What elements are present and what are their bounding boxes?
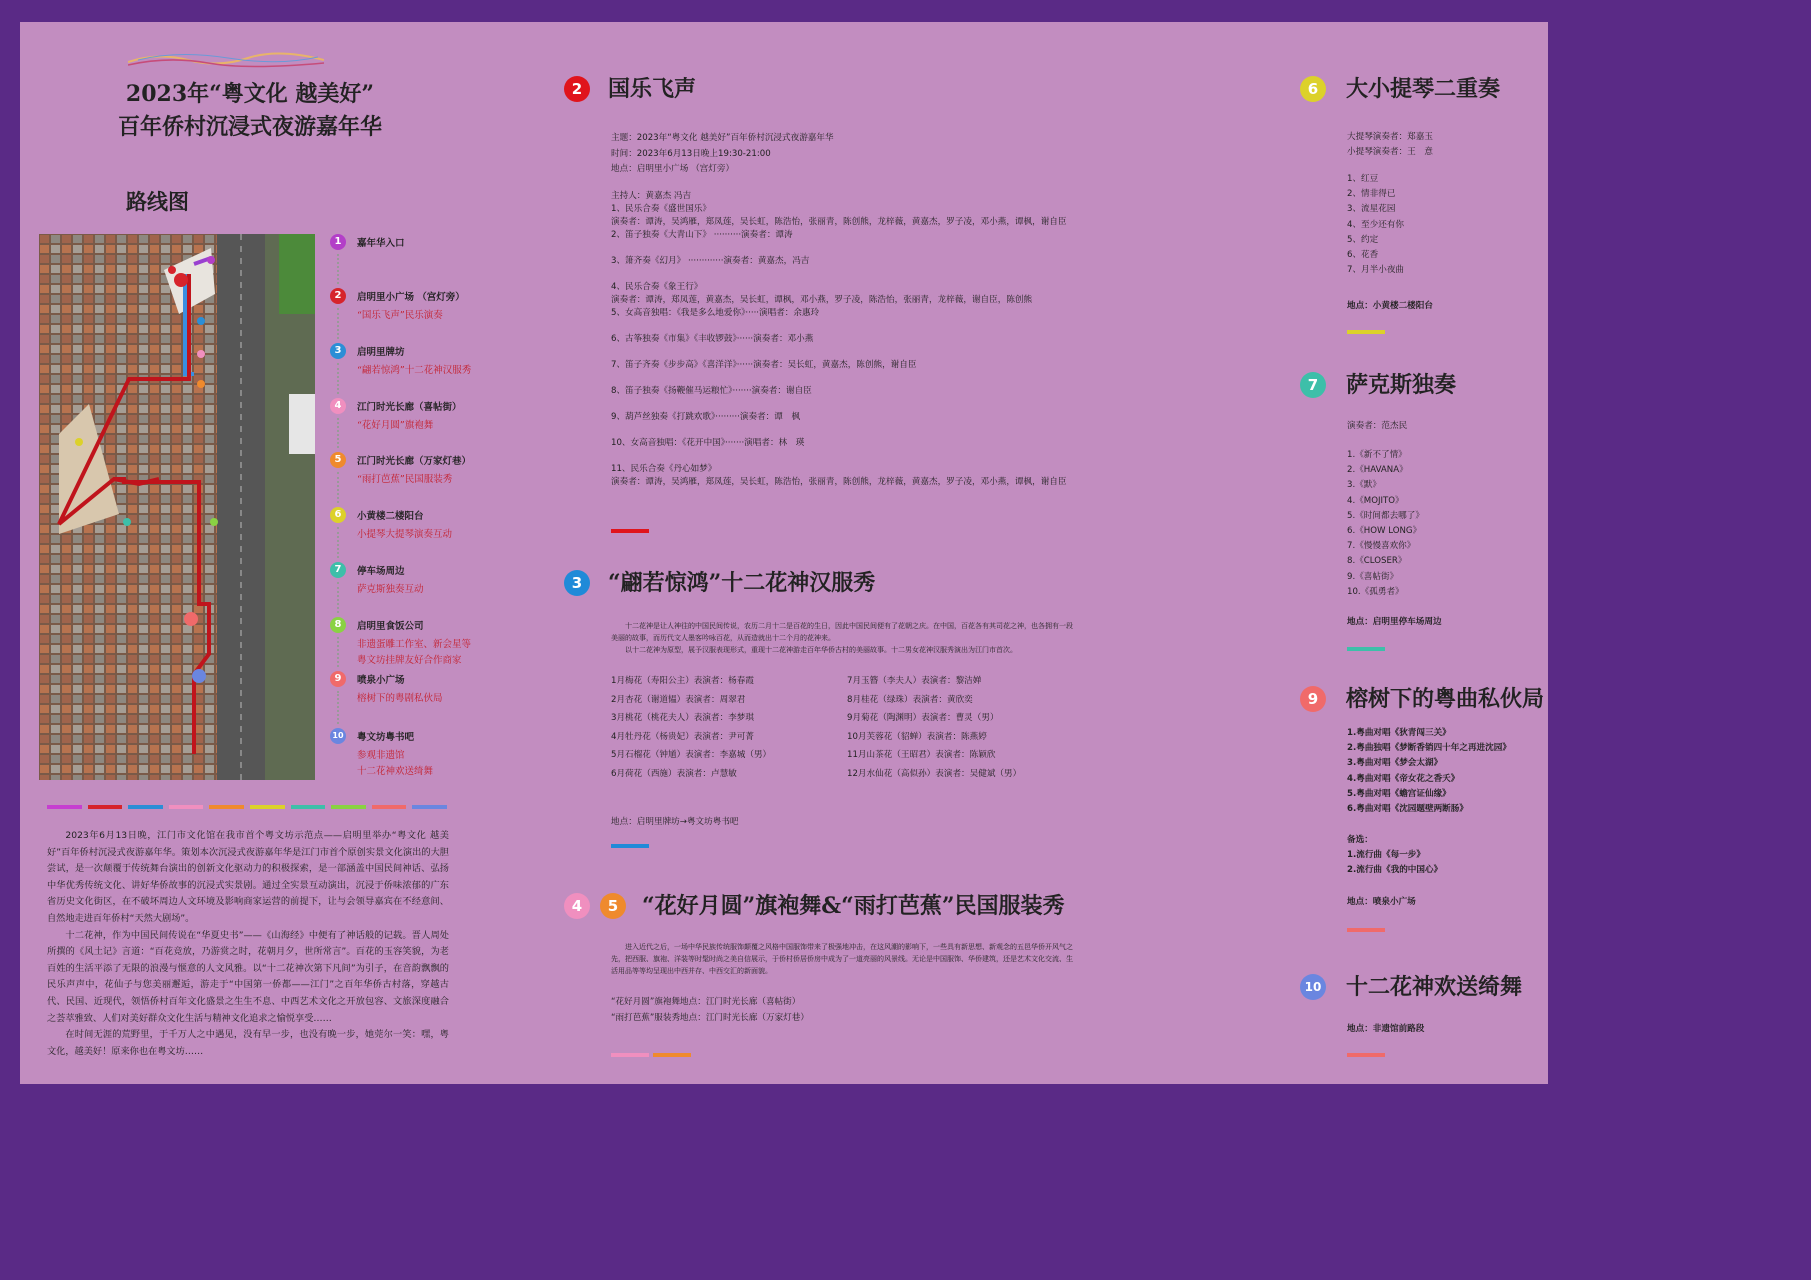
flower-god-entry: 11月山茶花（王昭君）表演者：陈颖欣	[847, 750, 996, 761]
stop-number-badge: 7	[330, 562, 346, 578]
sec10-place: 地点：非遗馆前路段	[1347, 1024, 1425, 1034]
section-number-badge: 2	[564, 76, 590, 102]
color-bar-segment	[291, 805, 326, 809]
route-connector	[337, 254, 339, 284]
flower-god-entry: 5月石榴花（钟馗）表演者：李嘉城（男）	[611, 750, 772, 761]
aerial-route-map	[39, 234, 315, 780]
song-item: 7.《慢慢喜欢你》	[1347, 541, 1416, 552]
sec2-host: 主持人：黄嘉杰 冯吉	[611, 191, 692, 201]
sec9-place: 地点：喷泉小广场	[1347, 897, 1416, 907]
wave-ornament	[128, 48, 324, 70]
flower-god-entry: 1月梅花（寿阳公主）表演者：杨春霞	[611, 676, 754, 686]
section-title: 萨克斯独奏	[1346, 372, 1457, 398]
flower-god-entry: 12月水仙花（高似孙）表演者：吴健斌（男）	[847, 769, 1022, 779]
route-connector	[337, 527, 339, 558]
section-title: 国乐飞声	[608, 76, 697, 102]
stop-activity: “翩若惊鸿”十二花神汉服秀	[357, 365, 472, 376]
route-connector	[337, 637, 339, 667]
program-item-title: 10、女高音独唱：《花开中国》·······演唱者：林 瑛	[611, 438, 805, 448]
sec7-place: 地点：启明里停车场周边	[1347, 617, 1442, 627]
program-item-title: 9、葫芦丝独奏《打跳欢歌》·········演奏者：谭 枫	[611, 412, 801, 422]
section-number-badge: 7	[1300, 372, 1326, 398]
stop-activity: 非遗蛋雕工作室、新会星等	[357, 639, 472, 650]
stop-activity: 榕树下的粤剧私伙局	[357, 693, 443, 704]
song-item: 2.粤曲独唱《梦断香销四十年之再进沈园》	[1347, 743, 1511, 754]
flower-god-entry: 8月桂花（绿珠）表演者：黄欣奕	[847, 694, 973, 705]
program-item-title: 2、笛子独奏《大青山下》 ··········演奏者：谭涛	[611, 230, 793, 240]
route-connector	[337, 308, 339, 339]
song-item: 1.粤曲对唱《狄青闯三关》	[1347, 728, 1451, 738]
sec9-backup-label: 备选：	[1347, 835, 1373, 845]
route-connector	[337, 418, 339, 448]
stop-activity: “雨打芭蕉”民国服装秀	[357, 474, 453, 485]
stop-activity: 小提琴大提琴演奏互动	[357, 529, 453, 540]
intro-text	[47, 828, 449, 1060]
sec3-desc-line-3: 以十二花神为原型，展予汉服表现形式，重现十二花神游走百年华侨古村的美丽故事。十二男女花神汉服秀演出为江门市首次。	[625, 646, 1017, 654]
stop-name: 停车场周边	[357, 566, 405, 577]
song-item: 3.粤曲对唱《梦会太湖》	[1347, 758, 1443, 769]
song-item: 1、红豆	[1347, 174, 1379, 184]
flower-god-entry: 7月玉簪（李夫人）表演者：黎洁婵	[847, 676, 982, 686]
sec3-description	[611, 620, 1073, 656]
intro-paragraph-3: 在时间无涯的荒野里，于千万人之中遇见，没有早一步，也没有晚一步，她莞尔一笑：嘿，粤文化，越美好！原来你也在粤文坊……	[47, 1029, 449, 1057]
program-item-title: 7、笛子齐奏《步步高》《喜洋洋》······演奏者：吴长虹，黄嘉杰，陈创熊，谢自臣	[611, 360, 917, 370]
song-item: 4.《MOJITO》	[1347, 495, 1404, 506]
color-bar-segment	[47, 805, 82, 809]
song-item: 8.《CLOSER》	[1347, 556, 1407, 567]
song-item: 5.《时间都去哪了》	[1347, 510, 1424, 521]
flower-god-entry: 3月桃花（桃花夫人）表演者：李梦琪	[611, 713, 754, 724]
stop-activity: 参观非遗馆	[357, 750, 405, 761]
song-item: 3.《默》	[1347, 480, 1381, 491]
sec6-performer-1: 大提琴演奏者：郑嘉玉	[1347, 132, 1433, 142]
flower-god-entry: 9月菊花（陶渊明）表演者：曹灵（男）	[847, 713, 999, 724]
color-bar-segment	[128, 805, 163, 809]
route-connector	[337, 582, 339, 613]
program-item-performers: 演奏者：谭涛，吴鸿雁，郑凤莲，吴长虹，陈浩怡，张丽青，陈创熊，龙梓薇，黄嘉杰，罗子凌，邓小燕，谭枫，谢自臣	[611, 477, 1067, 487]
sec9-song-list	[1347, 726, 1511, 817]
song-item: 5.粤曲对唱《蟾宫证仙缘》	[1347, 788, 1451, 799]
page-title	[90, 78, 410, 144]
song-item: 2.《HAVANA》	[1347, 465, 1408, 476]
song-item: 5、约定	[1347, 234, 1379, 245]
stop-number-badge: 5	[330, 452, 346, 468]
color-bar-segment	[331, 805, 366, 809]
song-item: 2.流行曲《我的中国心》	[1347, 865, 1443, 876]
flower-god-entry: 6月荷花（西施）表演者：卢慧敏	[611, 769, 737, 779]
route-connector	[337, 472, 339, 503]
intro-paragraph-2: 十二花神，作为中国民间传说在“华夏史书”——《山海经》中便有了神话般的记载。晋人周处所撰的《风土记》言道：“百花竞放，乃游赏之时，花朝月夕，世所常言”。百花的玉容笑貌，为老百姓的生活平添了无限的浪漫与惬意的人文风雅。以“十二花神次第下凡间”为引子，在音韵飘飘的民乐声声中，花仙子与您美丽邂逅，游走于“中国第一侨都——江门”之百年华侨古村落，穿越古代、民国、近现代，领悟侨村百年文化盛景之生生不息、中西艺术文化之开放包容、文旅深度融合之荟萃雅致、人们对美好群众文化生活与精神文化追求之愉悦享受……	[47, 929, 449, 1024]
stop-activity: 粤文坊挂牌友好合作商家	[357, 655, 462, 666]
program-item-title: 11、民乐合奏《丹心如梦》	[611, 464, 717, 474]
song-item: 1.《新不了情》	[1347, 450, 1407, 460]
song-item: 10.《孤勇者》	[1347, 586, 1404, 597]
stop-name: 小黄楼二楼阳台	[357, 511, 424, 522]
stop-number-badge: 2	[330, 288, 346, 304]
sec10-accent-line	[1347, 1053, 1385, 1057]
map-image	[39, 234, 315, 780]
stop-number-badge: 10	[330, 728, 346, 744]
song-item: 1.流行曲《每一步》	[1347, 850, 1425, 860]
sec5-accent-line	[653, 1053, 691, 1057]
stop-name: 启明里小广场 （宫灯旁）	[357, 292, 465, 303]
sec2-meta-theme: 主题：2023年“粤文化 越美好”百年侨村沉浸式夜游嘉年华	[611, 133, 834, 143]
intro-paragraph-1: 2023年6月13日晚，江门市文化馆在我市首个粤文坊示范点——启明里举办“粤文化 越美好”百年侨村沉浸式夜游嘉年华。策划本次沉浸式夜游嘉年华是江门市首个原创实景文化演出的大胆尝试，是一次颠覆于传统舞台演出的创新文化驱动力的积极探索，是一部涵盖中国民间神话、弘扬中华优秀传统文化、讲好华侨故事的沉浸式实景剧。通过全实景互动演出，沉浸于侨味浓郁的广东省历史文化街区，在不破坏周边人文环境及影响商家运营的前提下，让与会领导嘉宾在不经意间、自然地走进百年侨村“天然大剧场”。	[47, 830, 449, 924]
stop-activity: “国乐飞声”民乐演奏	[357, 310, 443, 321]
section-number-badge: 6	[1300, 76, 1326, 102]
section-title: “花好月圆”旗袍舞&“雨打芭蕉”民国服装秀	[642, 893, 1065, 919]
title-line-2: 百年侨村沉浸式夜游嘉年华	[117, 114, 382, 140]
section-number-badge-5: 5	[600, 893, 626, 919]
sec9-accent-line	[1347, 928, 1385, 932]
song-item: 6.粤曲对唱《沈园题壁两断肠》	[1347, 804, 1468, 815]
sec3-desc-line-1: 十二花神是让人神往的中国民间传说，农历二月十二是百花的生日，因此中国民间便有了花朝之庆。在中国，百花各有其司花之神，也各拥有一段	[625, 622, 1073, 630]
program-item-title: 8、笛子独奏《扬鞭催马运粮忙》·······演奏者：谢自臣	[611, 386, 812, 396]
sec6-accent-line	[1347, 330, 1385, 334]
flower-god-entry: 4月牡丹花（杨贵妃）表演者：尹可菁	[611, 731, 754, 742]
section-number-badge: 10	[1300, 974, 1326, 1000]
flower-god-entry: 10月芙蓉花（貂蝉）表演者：陈燕婷	[847, 731, 987, 742]
song-item: 9.《喜帖街》	[1347, 571, 1399, 582]
song-item: 7、月半小夜曲	[1347, 265, 1405, 276]
color-bar-segment	[88, 805, 123, 809]
stop-number-badge: 9	[330, 671, 346, 687]
song-item: 4、至少还有你	[1347, 219, 1405, 230]
program-item-title: 5、女高音独唱：《我是多么地爱你》·····演唱者：余惠玲	[611, 308, 820, 318]
sec45-desc-line-3: 活用品等等均呈现出中西并存、中西交汇的新面貌。	[611, 967, 772, 975]
song-item: 3、流星花园	[1347, 204, 1396, 215]
route-map-title: 路线图	[126, 189, 189, 214]
sec7-song-list	[1347, 448, 1424, 600]
stop-name: 江门时光长廊（喜帖街）	[357, 402, 462, 413]
title-line-1: 2023年“粤文化 越美好”	[125, 81, 375, 107]
sec3-place: 地点：启明里牌坊→粤文坊粤书吧	[611, 817, 739, 827]
color-bar-segment	[209, 805, 244, 809]
stop-number-badge: 1	[330, 234, 346, 250]
sec6-performers	[1347, 131, 1433, 159]
sec6-place: 地点：小黄楼二楼阳台	[1347, 301, 1433, 311]
section-number-badge: 9	[1300, 686, 1326, 712]
stop-name: 嘉年华入口	[357, 238, 405, 249]
song-item: 6.《HOW LONG》	[1347, 526, 1422, 537]
sec7-performer: 演奏者：范杰民	[1347, 421, 1408, 431]
program-item-performers: 演奏者：谭涛，吴鸿雁，郑凤莲，吴长虹，陈浩怡，张丽青，陈创熊，龙梓薇，黄嘉杰，罗子凌，邓小燕，谭枫，谢自臣	[611, 217, 1067, 227]
song-item: 6、花香	[1347, 250, 1379, 261]
section-title: 十二花神欢送绮舞	[1346, 974, 1523, 1000]
sec6-performer-2: 小提琴演奏者：王 意	[1347, 147, 1433, 157]
stop-number-badge: 3	[330, 343, 346, 359]
stop-name: 粤文坊粤书吧	[357, 732, 415, 743]
section-title: 榕树下的粤曲私伙局	[1346, 686, 1545, 712]
stop-number-badge: 8	[330, 617, 346, 633]
sec2-meta-place: 地点：启明里小广场 （宫灯旁）	[611, 164, 735, 174]
program-item-performers: 演奏者：谭涛，郑凤莲，黄嘉杰，吴长虹，谭枫，邓小燕，罗子凌，陈浩怡，张丽青，龙梓薇，谢自臣，陈创熊	[611, 295, 1033, 305]
stop-number-badge: 4	[330, 398, 346, 414]
flower-god-entry: 2月杏花（谢道韫）表演者：周翠君	[611, 694, 746, 705]
color-bar-segment	[372, 805, 407, 809]
program-item-title: 4、民乐合奏《象王行》	[611, 282, 703, 292]
stop-activity: 萨克斯独奏互动	[357, 584, 424, 595]
sec9-backup-list	[1347, 848, 1442, 878]
sec3-desc-line-2: 美丽的故事，而历代文人墨客吟咏百花，从而造就出十二个月的花神来。	[611, 634, 835, 642]
sec45-place-2: “雨打芭蕉”服装秀地点：江门时光长廊（万家灯巷）	[611, 1013, 809, 1023]
route-connector	[337, 691, 339, 724]
sec4-accent-line	[611, 1053, 649, 1057]
stop-name: 江门时光长廊（万家灯巷）	[357, 456, 472, 467]
sec45-description	[611, 941, 1073, 977]
sec3-accent-line	[611, 844, 649, 848]
program-item-title: 6、古筝独奏《市集》《丰收锣鼓》······演奏者：邓小燕	[611, 334, 814, 344]
sec45-desc-line-1: 进入近代之后，一场中华民族传统服饰颠覆之风格中国服饰带来了极强地冲击，在这风潮的影响下，一些具有新思想、新观念的五邑华侨开风气之	[625, 943, 1073, 951]
sec2-meta-time: 时间：2023年6月13日晚上19:30-21:00	[611, 149, 771, 159]
section-number-badge: 3	[564, 570, 590, 596]
section-title: “翩若惊鸿”十二花神汉服秀	[608, 570, 876, 596]
stop-activity: 十二花神欢送绮舞	[357, 766, 434, 777]
program-item-title: 3、箫齐奏《幻月》 ·············演奏者：黄嘉杰，冯吉	[611, 256, 810, 266]
section-number-badge-4: 4	[564, 893, 590, 919]
section-title: 大小提琴二重奏	[1346, 76, 1501, 102]
stop-name: 喷泉小广场	[357, 675, 405, 686]
stop-number-badge: 6	[330, 507, 346, 523]
color-bar-segment	[412, 805, 447, 809]
stop-activity: “花好月圆”旗袍舞	[357, 420, 434, 431]
program-item-title: 1、民乐合奏《盛世国乐》	[611, 204, 711, 214]
sec6-song-list	[1347, 172, 1404, 278]
sec45-desc-line-2: 先，把西服、旗袍、洋装等时髦时尚之美自信展示，于侨村侨居侨房中成为了一道亮丽的风景线。无论是中国服饰、华侨建筑，还是艺术文化交流、生	[611, 955, 1073, 963]
color-bar-segment	[250, 805, 285, 809]
stop-name: 启明里食饭公司	[357, 621, 424, 632]
route-connector	[337, 363, 339, 394]
color-bar	[47, 805, 447, 809]
sec2-accent-line	[611, 529, 649, 533]
sec7-accent-line	[1347, 647, 1385, 651]
color-bar-segment	[169, 805, 204, 809]
song-item: 4.粤曲对唱《帝女花之香夭》	[1347, 773, 1460, 784]
song-item: 2、情非得已	[1347, 189, 1396, 200]
sec45-place-1: “花好月圆”旗袍舞地点：江门时光长廊（喜帖街）	[611, 997, 801, 1007]
stop-name: 启明里牌坊	[357, 347, 405, 358]
